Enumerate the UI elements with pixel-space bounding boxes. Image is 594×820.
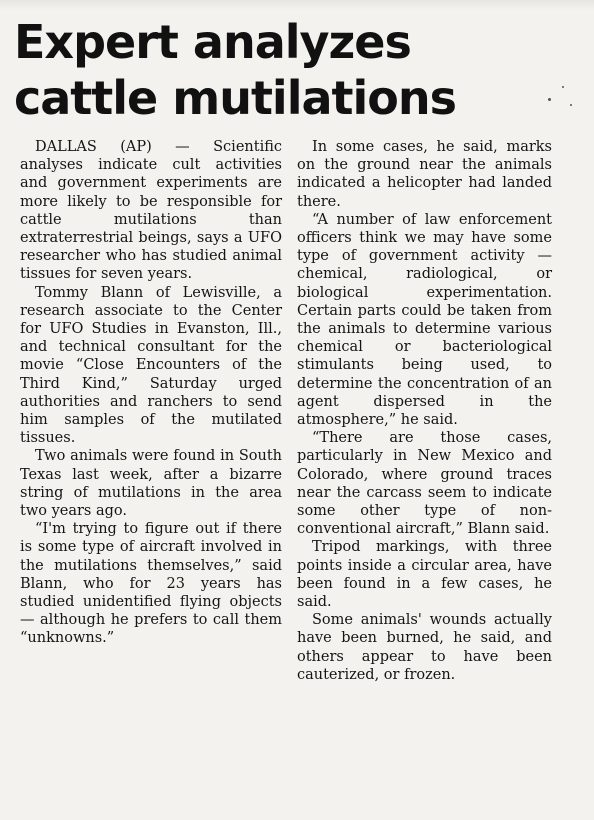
paragraph: DALLAS (AP) — Scientific analyses indicate cult activities and government experiments are more likely to be responsible for cattle mutilations than extraterrestrial beings, says a UFO researcher who has studied animal tissues for seven years. — [20, 139, 282, 283]
paragraph: “I'm trying to figure out if there is some type of aircraft involved in the mutilations themselves,” said Blann, who for 23 years has studied unidentified flying objects — although he prefers to call them “unknowns.” — [20, 521, 282, 647]
clipping-top-edge — [0, 0, 594, 10]
headline-line-1: Expert analyzes — [14, 15, 411, 69]
article-column-left — [20, 138, 282, 648]
paragraph: “There are those cases, particularly in New Mexico and Colorado, where ground traces near the carcass seem to indicate some other type of non-conventional aircraft,” Blann said. — [297, 430, 552, 538]
paragraph: Two animals were found in South Texas last week, after a bizarre string of mutilations in the area two years ago. — [20, 448, 282, 520]
paragraph: Some animals' wounds actually have been burned, he said, and others appear to have been cauterized, or frozen. — [297, 612, 552, 683]
paragraph: Tommy Blann of Lewisville, a research associate to the Center for UFO Studies in Evanston, Ill., and technical consultant for the movie “Close Encounters of the Third Kind,” Saturday urged authorities and ranchers to send him samples of the mutilated tissues. — [20, 284, 282, 447]
paragraph: Tripod markings, with three points inside a circular area, have been found in a few cases, he said. — [297, 539, 552, 611]
print-speck — [562, 86, 564, 88]
paragraph: In some cases, he said, marks on the ground near the animals indicated a helicopter had landed there. — [297, 139, 552, 210]
print-speck — [548, 98, 551, 101]
headline-line-2: cattle mutilations — [14, 71, 456, 125]
print-speck — [570, 104, 572, 106]
article-column-right — [297, 138, 552, 684]
paragraph: “A number of law enforcement officers think we may have some type of government activity — chemical, radiological, or biological experimentation. Certain parts could be taken from the animals to determine various chemical or bacteriological stimulants being used, to determine the concentration of an agent dispersed in the atmosphere,” he said. — [297, 211, 552, 429]
headline — [14, 14, 574, 126]
